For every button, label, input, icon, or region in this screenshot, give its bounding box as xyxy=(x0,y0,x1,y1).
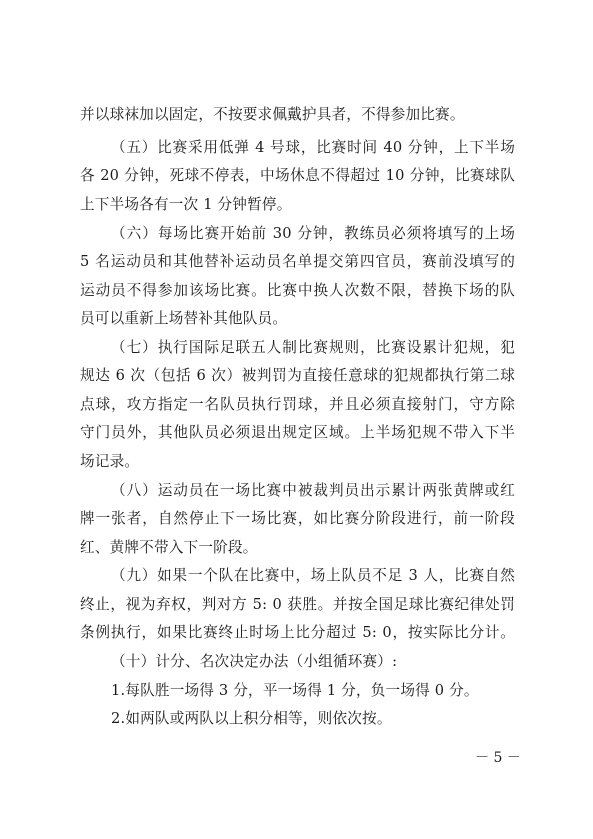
scoring-rule-2: 2.如两队或两队以上积分相等，则依次按。 xyxy=(111,710,392,727)
paragraph-7-line-2: 规达 6 次（包括 6 次）被判罚为直接任意球的犯规都执行第二球 xyxy=(80,367,515,384)
paragraph-5-line-2: 各 20 分钟，死球不停表，中场休息不得超过 10 分钟，比赛球队 xyxy=(80,167,515,184)
paragraph-9-line-3: 条例执行，如果比赛终止时场上比分超过 5: 0，按实际比分计。 xyxy=(80,624,515,641)
paragraph-9-line-1: （九）如果一个队在比赛中，场上队员不足 3 人，比赛自然 xyxy=(111,567,515,584)
paragraph-9-line-2: 终止，视为弃权，判对方 5: 0 获胜。并按全国足球比赛纪律处罚 xyxy=(80,596,515,613)
paragraph-5-line-3: 上下半场各有一次 1 分钟暂停。 xyxy=(80,196,292,213)
paragraph-8-line-3: 红、黄牌不带入下一阶段。 xyxy=(80,539,258,556)
paragraph-7-line-4: 守门员外，其他队员必须退出规定区域。上半场犯规不带入下半 xyxy=(80,424,515,441)
scoring-rule-1: 1.每队胜一场得 3 分，平一场得 1 分，负一场得 0 分。 xyxy=(111,682,479,699)
paragraph-7-line-3: 点球，攻方指定一名队员执行罚球，并且必须直接射门，守方除 xyxy=(80,396,515,413)
paragraph-10-heading: （十）计分、名次决定办法（小组循环赛）: xyxy=(111,653,398,670)
paragraph-6-line-1: （六）每场比赛开始前 30 分钟，教练员必须将填写的上场 xyxy=(111,225,515,242)
paragraph-6-line-2: 5 名运动员和其他替补运动员名单提交第四官员，赛前没填写的 xyxy=(80,253,515,270)
paragraph-8-line-1: （八）运动员在一场比赛中被裁判员出示累计两张黄牌或红 xyxy=(111,482,515,499)
page-number: － 5 － xyxy=(475,750,521,766)
paragraph-7-line-5: 场记录。 xyxy=(80,453,140,470)
paragraph-6-line-3: 运动员不得参加该场比赛。比赛中换人次数不限，替换下场的队 xyxy=(80,282,515,299)
text-line: 并以球袜加以固定，不按要求佩戴护具者，不得参加比赛。 xyxy=(80,106,465,123)
paragraph-8-line-2: 牌一张者，自然停止下一场比赛，如比赛分阶段进行，前一阶段 xyxy=(80,510,515,527)
paragraph-7-line-1: （七）执行国际足联五人制比赛规则，比赛设累计犯规，犯 xyxy=(111,339,515,356)
paragraph-6-line-4: 员可以重新上场替补其他队员。 xyxy=(80,310,288,327)
paragraph-5-line-1: （五）比赛采用低弹 4 号球，比赛时间 40 分钟，上下半场 xyxy=(111,139,515,156)
